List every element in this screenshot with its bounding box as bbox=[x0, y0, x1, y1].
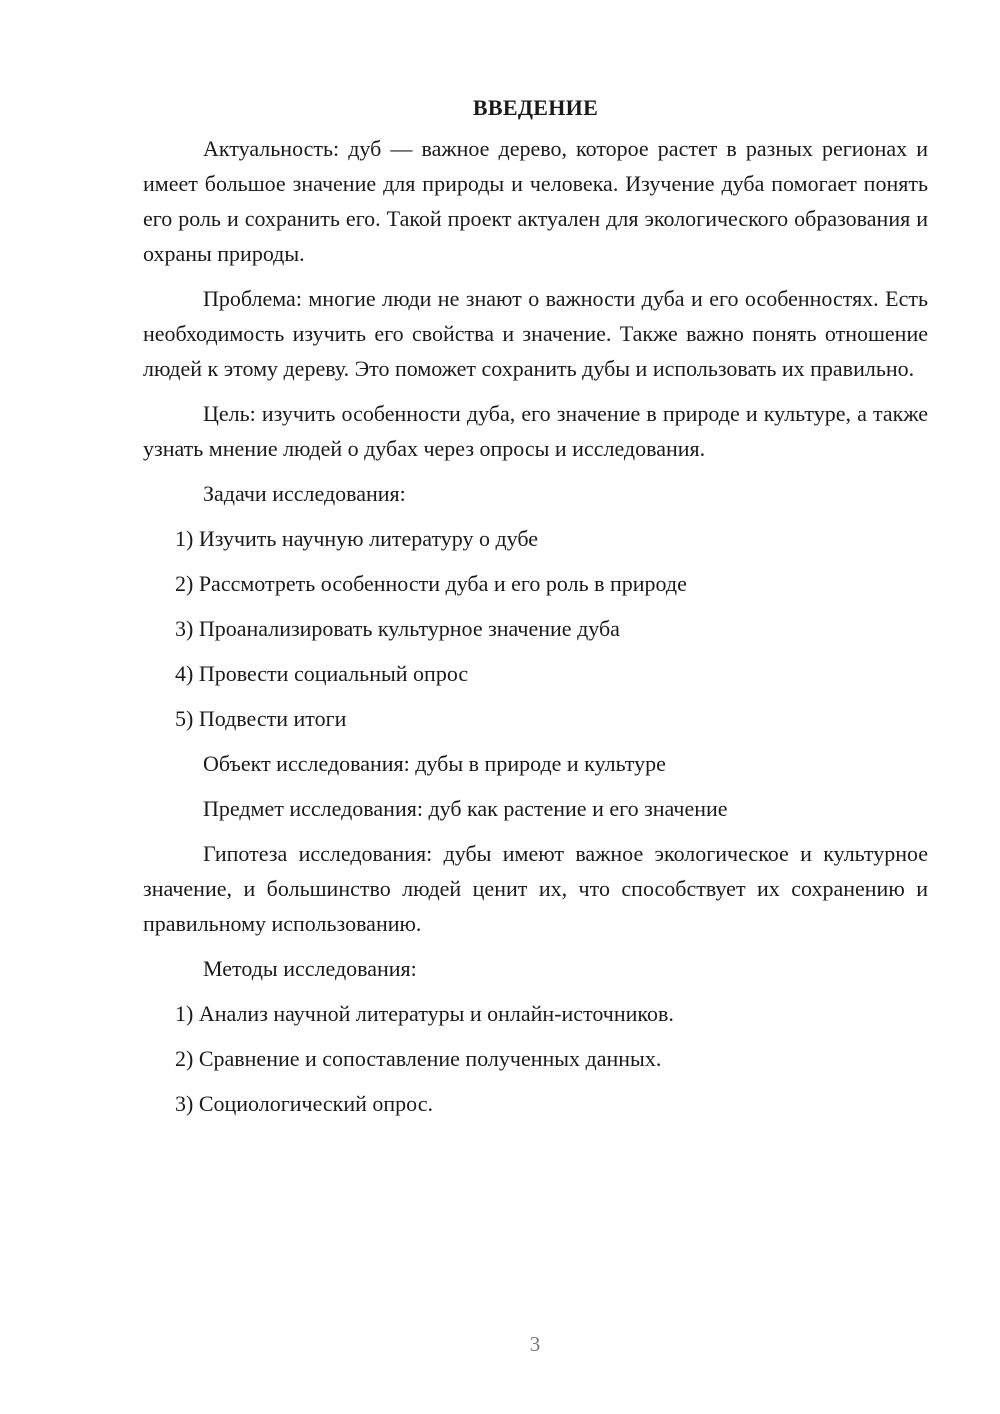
task-item-3: 3) Проанализировать культурное значение дуба bbox=[175, 616, 620, 641]
methods-heading: Методы исследования: bbox=[203, 956, 417, 981]
tasks-heading: Задачи исследования: bbox=[203, 481, 406, 506]
task-item-2: 2) Рассмотреть особенности дуба и его роль в природе bbox=[175, 571, 687, 596]
document-title: ВВЕДЕНИЕ bbox=[472, 95, 599, 120]
hypothesis-paragraph: Гипотеза исследования: дубы имеют важное экологическое и культурное значение, и большинство людей ценит их, что способствует их сохранению и правильному использованию. bbox=[143, 841, 928, 936]
research-subject: Предмет исследования: дуб как растение и его значение bbox=[203, 796, 728, 821]
document-page bbox=[143, 93, 928, 1131]
method-item-1: 1) Анализ научной литературы и онлайн-источников. bbox=[175, 1001, 674, 1026]
task-item-1: 1) Изучить научную литературу о дубе bbox=[175, 526, 539, 551]
method-item-2: 2) Сравнение и сопоставление полученных данных. bbox=[175, 1046, 662, 1071]
task-item-5: 5) Подвести итоги bbox=[175, 706, 347, 731]
method-item-3: 3) Социологический опрос. bbox=[175, 1091, 433, 1116]
problem-paragraph: Проблема: многие люди не знают о важности дуба и его особенностях. Есть необходимость изучить его свойства и значение. Также важно понять отношение людей к этому дереву. Это поможет сохранить дубы и использовать их правильно. bbox=[143, 286, 928, 381]
task-item-4: 4) Провести социальный опрос bbox=[175, 661, 469, 686]
goal-paragraph: Цель: изучить особенности дуба, его значение в природе и культуре, а также узнать мнение людей о дубах через опросы и исследования. bbox=[143, 401, 928, 461]
relevance-paragraph: Актуальность: дуб — важное дерево, которое растет в разных регионах и имеет большое значение для природы и человека. Изучение дуба помогает понять его роль и сохранить его. Такой проект актуален для экологического образования и охраны природы. bbox=[143, 136, 928, 266]
page-number: 3 bbox=[529, 1332, 541, 1356]
research-object: Объект исследования: дубы в природе и культуре bbox=[203, 751, 666, 776]
